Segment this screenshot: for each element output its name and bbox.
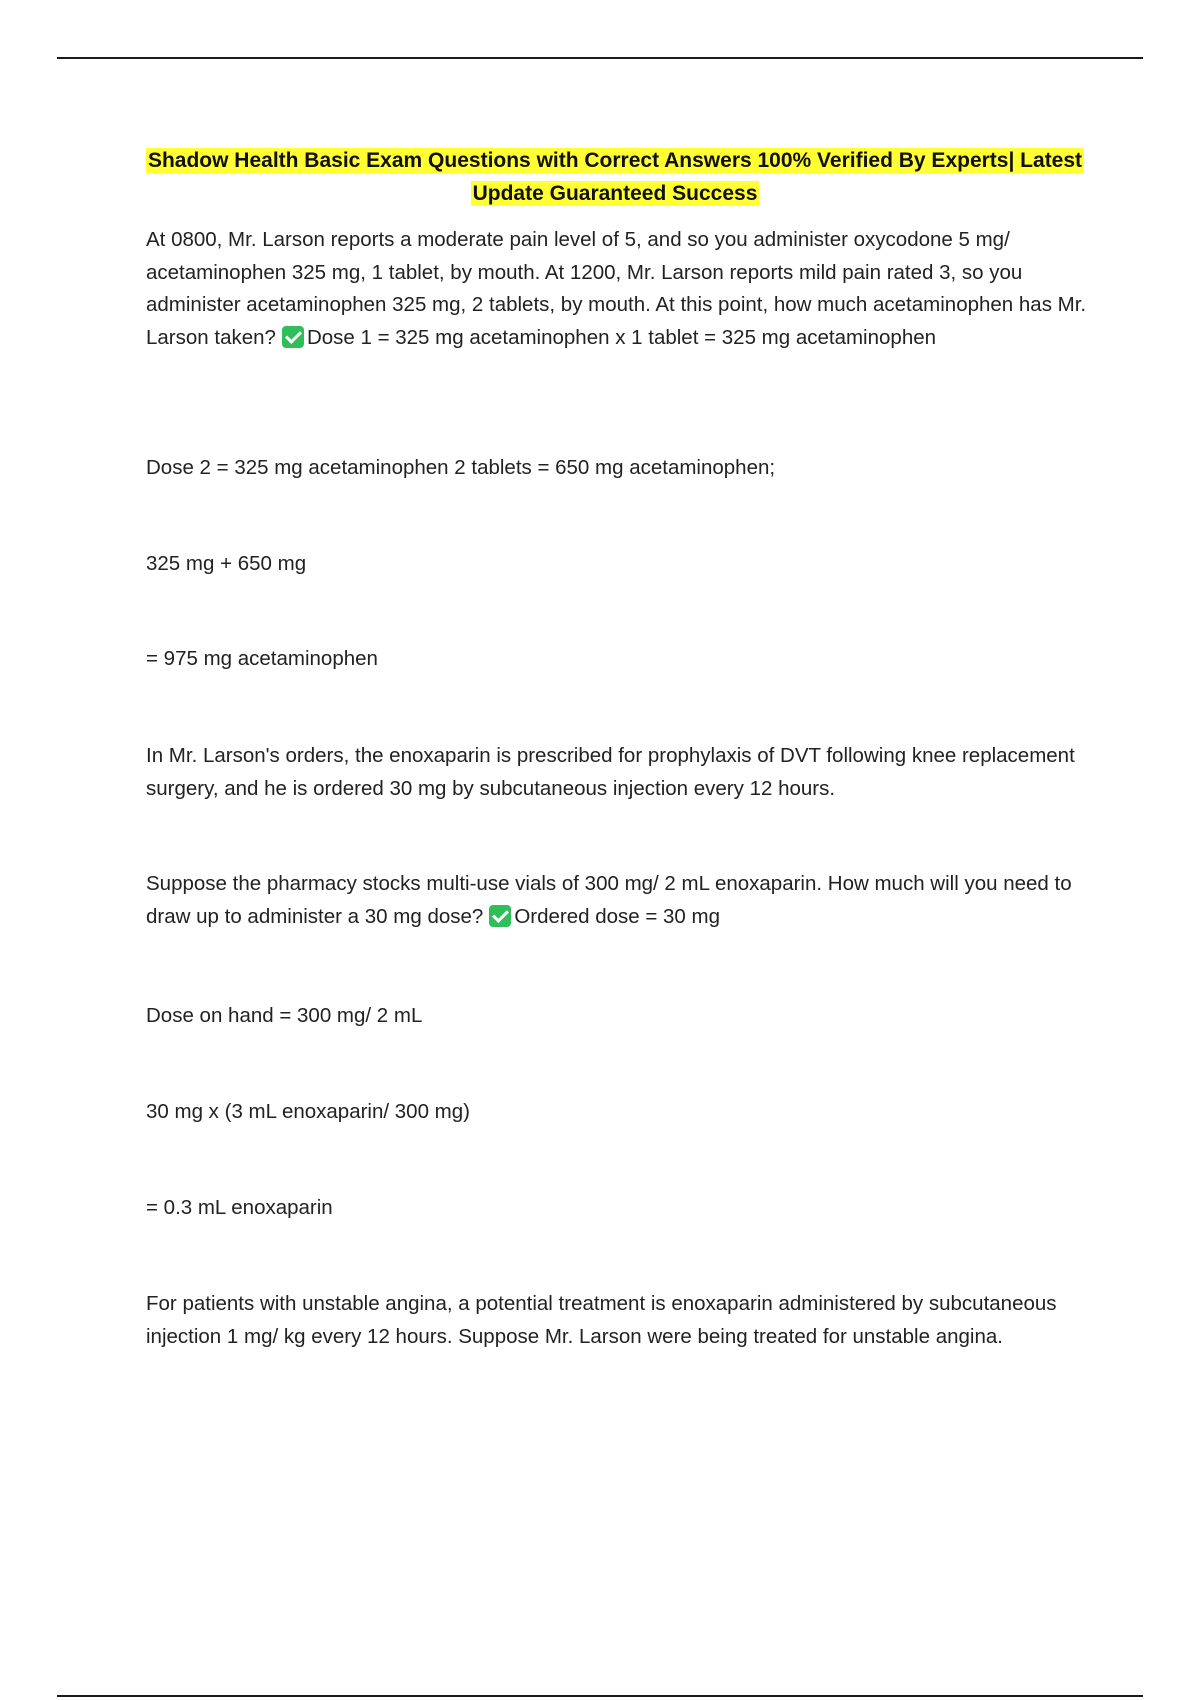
dose-on-hand-line: Dose on hand = 300 mg/ 2 mL (146, 1004, 423, 1027)
document-title (140, 144, 1090, 210)
question-enoxaparin-volume (146, 868, 1096, 933)
result-line: = 0.3 mL enoxaparin (146, 1196, 333, 1219)
question-acetaminophen (146, 224, 1096, 354)
unstable-angina-paragraph: For patients with unstable angina, a potential treatment is enoxaparin administered by subcutaneous injection 1 mg/ kg every 12 hours. Suppose Mr. Larson were being treated for unstable angina. (146, 1292, 1057, 1348)
calculation-line: 30 mg x (3 mL enoxaparin/ 300 mg) (146, 1100, 470, 1123)
question-text: At 0800, Mr. Larson reports a moderate pain level of 5, and so you administer oxycodone 5 mg/ acetaminophen 325 mg, 1 tablet, by mouth. At 1200, Mr. Larson reports mild pain rated 3, so you administer acetaminophen 325 mg, 2 tablets, by mouth. At this point, how much acetaminophen has Mr. Larson taken? (146, 228, 1087, 349)
check-mark-icon (282, 326, 304, 348)
answer-text: Ordered dose = 30 mg (514, 904, 721, 928)
enoxaparin-orders-paragraph: In Mr. Larson's orders, the enoxaparin is prescribed for prophylaxis of DVT following knee replacement surgery, and he is ordered 30 mg by subcutaneous injection every 12 hours. (146, 744, 1075, 800)
dose-sum-line: 325 mg + 650 mg (146, 552, 307, 575)
dose-2-line: Dose 2 = 325 mg acetaminophen 2 tablets = 650 mg acetaminophen; (146, 456, 776, 479)
question-text: Suppose the pharmacy stocks multi-use vials of 300 mg/ 2 mL enoxaparin. How much will you need to draw up to administer a 30 mg dose? (146, 872, 1072, 928)
dose-total-line: = 975 mg acetaminophen (146, 647, 378, 670)
answer-text: Dose 1 = 325 mg acetaminophen x 1 tablet = 325 mg acetaminophen (306, 325, 937, 349)
bottom-rule (57, 1695, 1143, 1697)
title-highlight: Shadow Health Basic Exam Questions with Correct Answers 100% Verified By Experts| Latest Update Guaranteed Success (147, 149, 1083, 205)
top-rule (57, 57, 1143, 59)
check-mark-icon (489, 905, 511, 927)
